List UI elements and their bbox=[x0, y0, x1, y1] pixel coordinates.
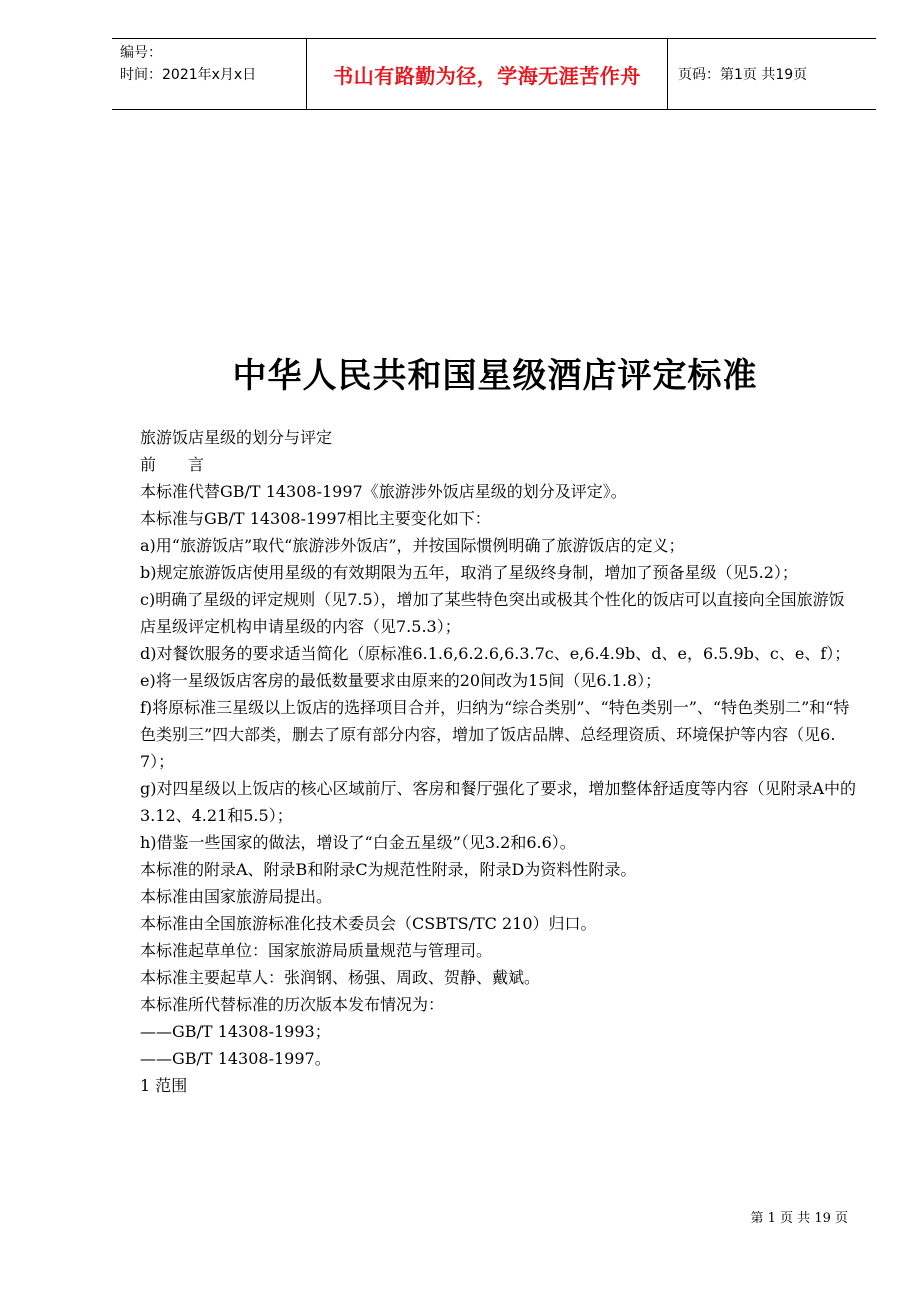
paragraph: ——GB/T 14308-1997。 bbox=[140, 1049, 331, 1068]
header-motto: 书山有路勤为径，学海无涯苦作舟 bbox=[307, 39, 668, 109]
paragraph: a)用“旅游饭店”取代“旅游涉外饭店”，并按国际惯例明确了旅游饭店的定义； bbox=[140, 536, 685, 555]
paragraph: d)对餐饮服务的要求适当简化（原标准6.1.6,6.2.6,6.3.7c、e,6.4.9b、d、e，6.5.9b、c、e、f）； bbox=[140, 644, 851, 663]
paragraph: g)对四星级以上饭店的核心区域前厅、客房和餐厅强化了要求，增加整体舒适度等内容（见附录A中的3.12、4.21和5.5）； bbox=[140, 779, 857, 825]
page-header bbox=[112, 38, 876, 110]
paragraph: 本标准所代替标准的历次版本发布情况为： bbox=[140, 995, 445, 1014]
paragraph: 本标准的附录A、附录B和附录C为规范性附录，附录D为资料性附录。 bbox=[140, 860, 637, 879]
number-label: 编号： bbox=[120, 45, 162, 61]
paragraph: h)借鉴一些国家的做法，增设了“白金五星级”（见3.2和6.6）。 bbox=[140, 833, 576, 852]
paragraph: b)规定旅游饭店使用星级的有效期限为五年，取消了星级终身制，增加了预备星级（见5.2）； bbox=[140, 563, 798, 582]
header-page-info: 页码：第1页 共19页 bbox=[678, 67, 808, 83]
section-heading: 1 范围 bbox=[140, 1076, 188, 1095]
paragraph: 本标准起草单位：国家旅游局质量规范与管理司。 bbox=[140, 941, 493, 960]
document-title: 中华人民共和国星级酒店评定标准 bbox=[232, 356, 758, 396]
paragraph: 前 言 bbox=[140, 455, 205, 474]
paragraph: c)明确了星级的评定规则（见7.5），增加了某些特色突出或极其个性化的饭店可以直接向全国旅游饭店星级评定机构申请星级的内容（见7.5.3）； bbox=[140, 590, 845, 636]
paragraph: e)将一星级饭店客房的最低数量要求由原来的20间改为15间（见6.1.8）； bbox=[140, 671, 662, 690]
paragraph: 本标准由国家旅游局提出。 bbox=[140, 887, 333, 906]
paragraph: 旅游饭店星级的划分与评定 bbox=[140, 428, 333, 447]
paragraph: 本标准与GB/T 14308-1997相比主要变化如下： bbox=[140, 509, 491, 528]
document-body bbox=[140, 424, 860, 1099]
paragraph: 本标准由全国旅游标准化技术委员会（CSBTS/TC 210）归口。 bbox=[140, 914, 597, 933]
paragraph: 本标准主要起草人：张润钢、杨强、周政、贺静、戴斌。 bbox=[140, 968, 541, 987]
paragraph: ——GB/T 14308-1993； bbox=[140, 1022, 331, 1041]
header-meta bbox=[112, 39, 307, 109]
page-footer: 第 1 页 共 19 页 bbox=[750, 1211, 848, 1226]
time-label: 时间：2021年x月x日 bbox=[120, 67, 257, 83]
paragraph: f)将原标准三星级以上饭店的选择项目合并，归纳为“综合类别”、“特色类别一”、“特色类别二”和“特色类别三”四大部类，删去了原有部分内容，增加了饭店品牌、总经理资质、环境保护等内容（见6.7）； bbox=[140, 698, 850, 771]
paragraph: 本标准代替GB/T 14308-1997《旅游涉外饭店星级的划分及评定》。 bbox=[140, 482, 627, 501]
